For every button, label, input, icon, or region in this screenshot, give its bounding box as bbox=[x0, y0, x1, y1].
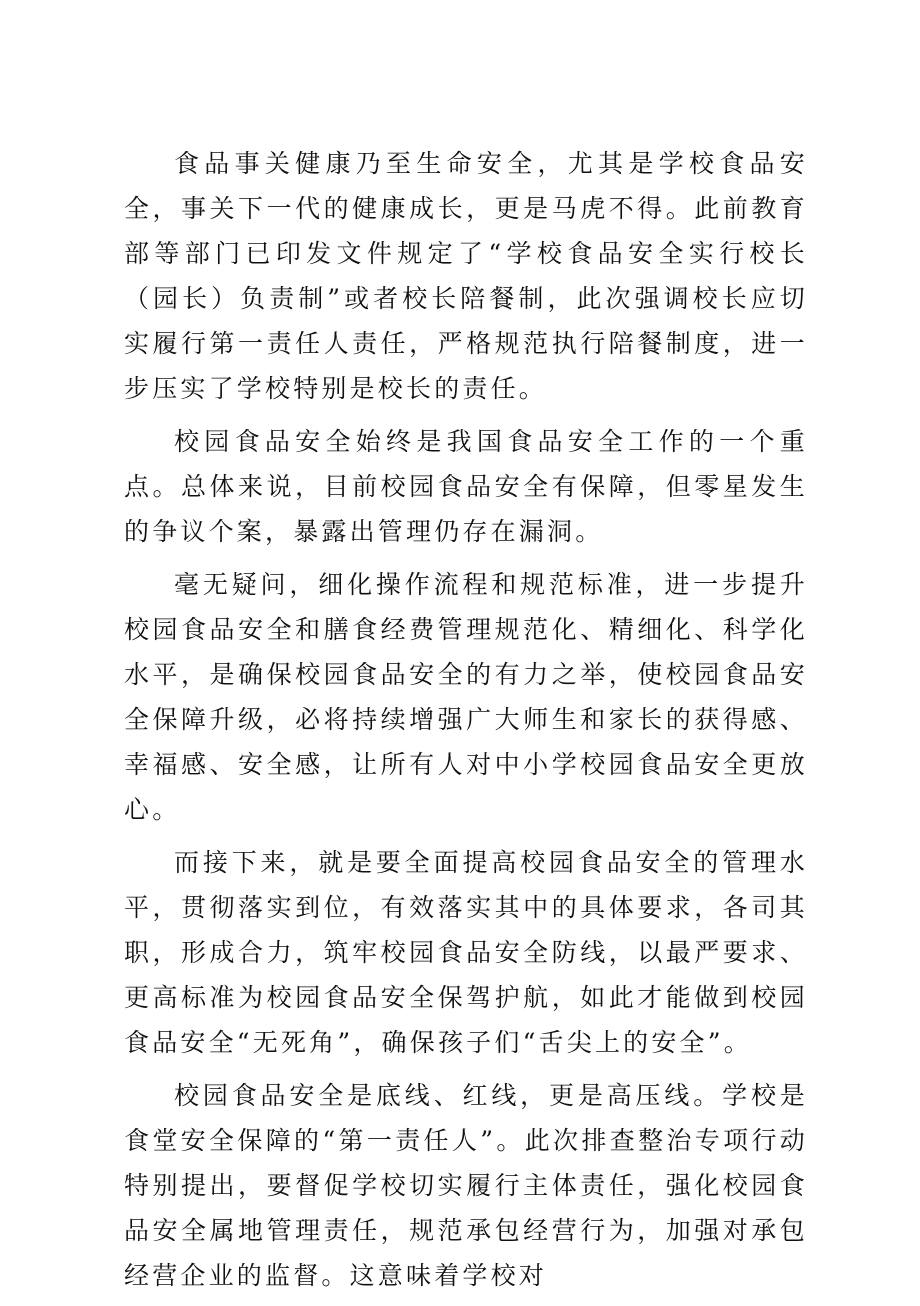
paragraph: 而接下来，就是要全面提高校园食品安全的管理水平，贯彻落实到位，有效落实其中的具体要求，各司其职，形成合力，筑牢校园食品安全防线，以最严要求、更高标准为校园食品安全保驾护航，如此才能做到校园食品安全“无死角”，确保孩子们“舌尖上的安全”。 bbox=[124, 848, 808, 1057]
paragraph: 校园食品安全始终是我国食品安全工作的一个重点。总体来说，目前校园食品安全有保障，但零星发生的争议个案，暴露出管理仍存在漏洞。 bbox=[124, 427, 808, 546]
paragraph: 毫无疑问，细化操作流程和规范标准，进一步提升校园食品安全和膳食经费管理规范化、精细化、科学化水平，是确保校园食品安全的有力之举，使校园食品安全保障升级，必将持续增强广大师生和家长的获得感、幸福感、安全感，让所有人对中小学校园食品安全更放心。 bbox=[124, 570, 808, 824]
document-body bbox=[124, 141, 808, 1306]
paragraph: 校园食品安全是底线、红线，更是高压线。学校是食堂安全保障的“第一责任人”。此次排查整治专项行动特别提出，要督促学校切实履行主体责任，强化校园食品安全属地管理责任，规范承包经营行为，加强对承包经营企业的监督。这意味着学校对 bbox=[124, 1081, 808, 1290]
paragraph: 食品事关健康乃至生命安全，尤其是学校食品安全，事关下一代的健康成长，更是马虎不得。此前教育部等部门已印发文件规定了“学校食品安全实行校长（园长）负责制”或者校长陪餐制，此次强调校长应切实履行第一责任人责任，严格规范执行陪餐制度，进一步压实了学校特别是校长的责任。 bbox=[124, 149, 808, 403]
